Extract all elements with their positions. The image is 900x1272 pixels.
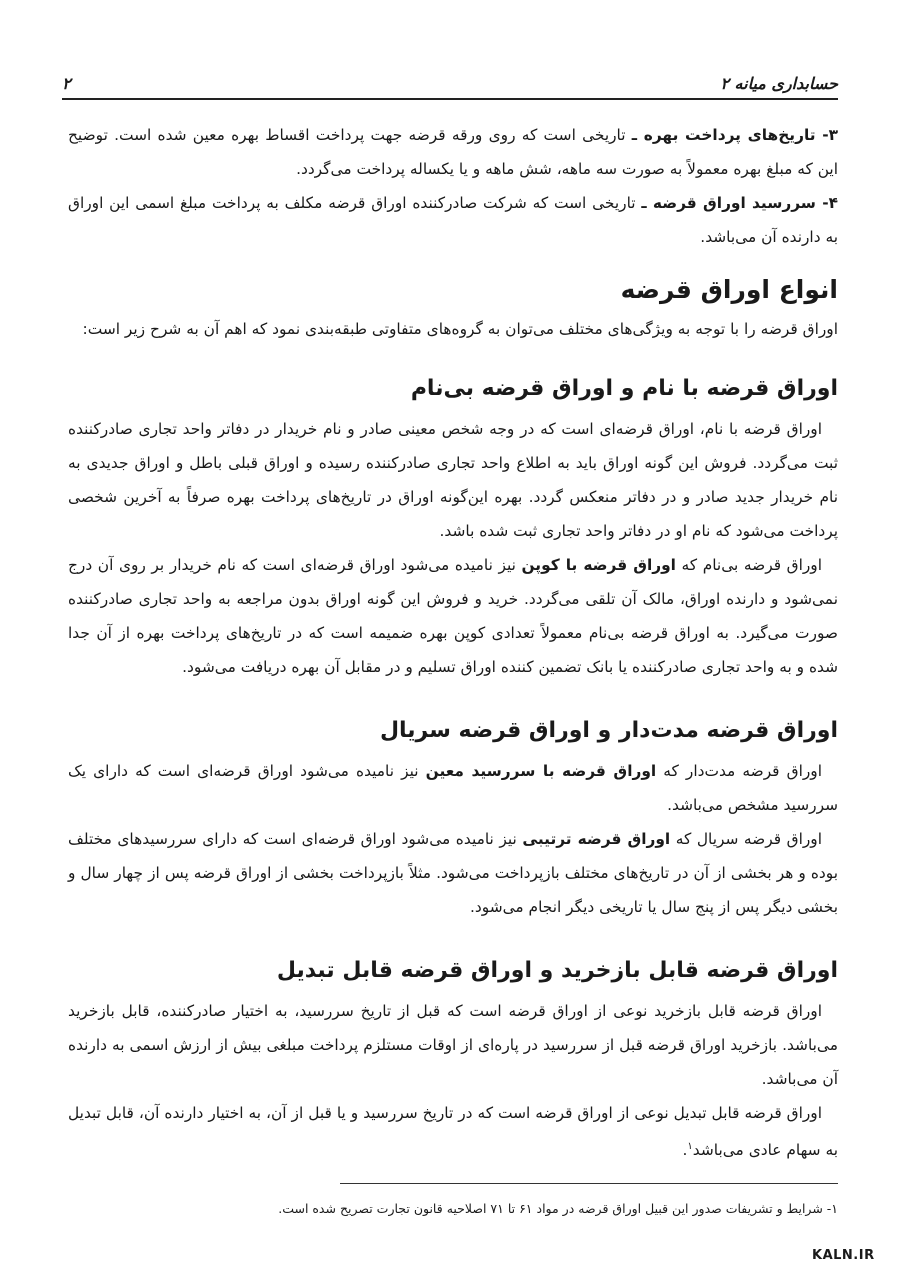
text-run: نیز نامیده می‌شود اوراق قرضه‌ای است که دارای یک سررسید مشخص می‌باشد.: [68, 762, 838, 814]
term-fixed-maturity-bonds: اوراق قرضه با سررسید معین: [425, 762, 657, 780]
text-run: اوراق قرضه مدت‌دار که: [656, 762, 822, 780]
page-number: ۲: [62, 74, 71, 93]
section-heading-callable-convertible: اوراق قرضه قابل بازخرید و اوراق قرضه قابل تبدیل: [276, 958, 838, 983]
paragraph-term-bonds: [68, 754, 838, 822]
page-body: [68, 118, 838, 1167]
text-run: اوراق قرضه بی‌نام که: [675, 556, 822, 574]
section-heading-named-bonds: اوراق قرضه با نام و اوراق قرضه بی‌نام: [410, 376, 838, 401]
site-watermark: KALN.IR: [812, 1248, 875, 1263]
book-title: حسابداری میانه ۲: [720, 74, 838, 93]
paragraph-serial-bonds: [68, 822, 838, 924]
text-run: اوراق قرضه قابل تبدیل نوعی از اوراق قرضه است که در تاریخ سررسید و یا قبل از آن، به اختیار دارنده آن، قابل تبدیل به سهام عادی می‌باشد: [68, 1104, 838, 1160]
paragraph-bearer-bonds: [68, 548, 838, 684]
paragraph-callable-bonds: اوراق قرضه قابل بازخرید نوعی از اوراق قرضه است که قبل از تاریخ سررسید، به اختیار صادرکننده، قابل بازخرید می‌باشد. بازخرید اوراق قرضه قبل از سررسید در پاره‌ای از اوقات مستلزم پرداخت مبلغی بیش از ارزش اسمی به دارنده آن می‌باشد.: [68, 1002, 838, 1088]
list-item-4-text: تاریخی است که شرکت صادرکننده اوراق قرضه مکلف به پرداخت مبلغ اسمی این اوراق به دارنده آن می‌باشد.: [68, 194, 838, 246]
text-run: نیز نامیده می‌شود اوراق قرضه‌ای است که نام خریدار بر روی آن درج نمی‌شود و دارنده اوراق، مالک آن تلقی می‌گردد. خرید و فروش این گونه اوراق بدون مراجعه به واحد تجاری صادرکننده صورت می‌گیرد. به اوراق قرضه بی‌نام معمولاً تعدادی کوپن بهره ضمیمه است که در تاریخ‌های پرداخت بهره از آن جدا شده و به واحد تجاری صادرکننده یا بانک تضمین کننده اوراق تسلیم و در مقابل آن بهره دریافت می‌شود.: [68, 556, 838, 676]
term-coupon-bonds: اوراق قرضه با کوپن: [521, 556, 676, 574]
list-item-3-text: تاریخی است که روی ورقه قرضه جهت پرداخت اقساط بهره معین شده است. توضیح این که مبلغ بهره معمولاً به صورت سه ماهه، شش ماهه و یا یکساله پرداخت می‌گردد.: [68, 126, 838, 178]
list-item-4: [68, 186, 838, 254]
text-run: .: [682, 1141, 688, 1160]
section-intro: اوراق قرضه را با توجه به ویژگی‌های مختلف می‌توان به گروه‌های متفاوتی طبقه‌بندی نمود که اهم آن به شرح زیر است:: [82, 320, 838, 338]
paragraph-convertible-bonds: [68, 1096, 838, 1167]
term-sequential-bonds: اوراق قرضه ترتیبی: [522, 830, 671, 848]
list-item-3: [68, 118, 838, 186]
footnote: ۱- شرایط و تشریفات صدور این قبیل اوراق قرضه در مواد ۶۱ تا ۷۱ اصلاحیه قانون تجارت تصریح شده است.: [278, 1201, 838, 1216]
footnote-reference[interactable]: ۱: [687, 1141, 693, 1152]
page-header: [62, 72, 838, 100]
section-heading-term-serial-bonds: اوراق قرضه مدت‌دار و اوراق قرضه سریال: [379, 718, 838, 743]
text-run: نیز نامیده می‌شود اوراق قرضه‌ای است که دارای سررسیدهای مختلف بوده و هر بخشی از آن در تاریخ‌های مختلف بازپرداخت می‌شود. مثلاً بازپرداخت بخشی از اوراق قرضه پس از چهار سال و بخشی دیگر پس از پنج سال یا تاریخی دیگر انجام می‌شود.: [68, 830, 838, 916]
section-heading-bond-types: انواع اوراق قرضه: [620, 275, 838, 304]
text-run: اوراق قرضه سریال که: [670, 830, 822, 848]
list-item-3-term: ۳- تاریخ‌های پرداخت بهره ـ: [631, 126, 838, 144]
footnote-divider: [340, 1183, 838, 1184]
list-item-4-term: ۴- سررسید اوراق قرضه ـ: [641, 194, 838, 212]
paragraph-registered-bonds: اوراق قرضه با نام، اوراق قرضه‌ای است که در وجه شخص معینی صادر و نام خریدار در دفاتر واحد تجاری صادرکننده ثبت می‌گردد. فروش این گونه اوراق باید به اطلاع واحد تجاری صادرکننده رسیده و اوراق قبلی باطل و اوراق جدیدی به نام خریدار جدید صادر و در دفاتر منعکس گردد. بهره این‌گونه اوراق در تاریخ‌های پرداخت بهره صرفاً به آخرین شخصی پرداخت می‌شود که نام او در دفاتر واحد تجاری ثبت شده باشد.: [68, 420, 838, 540]
